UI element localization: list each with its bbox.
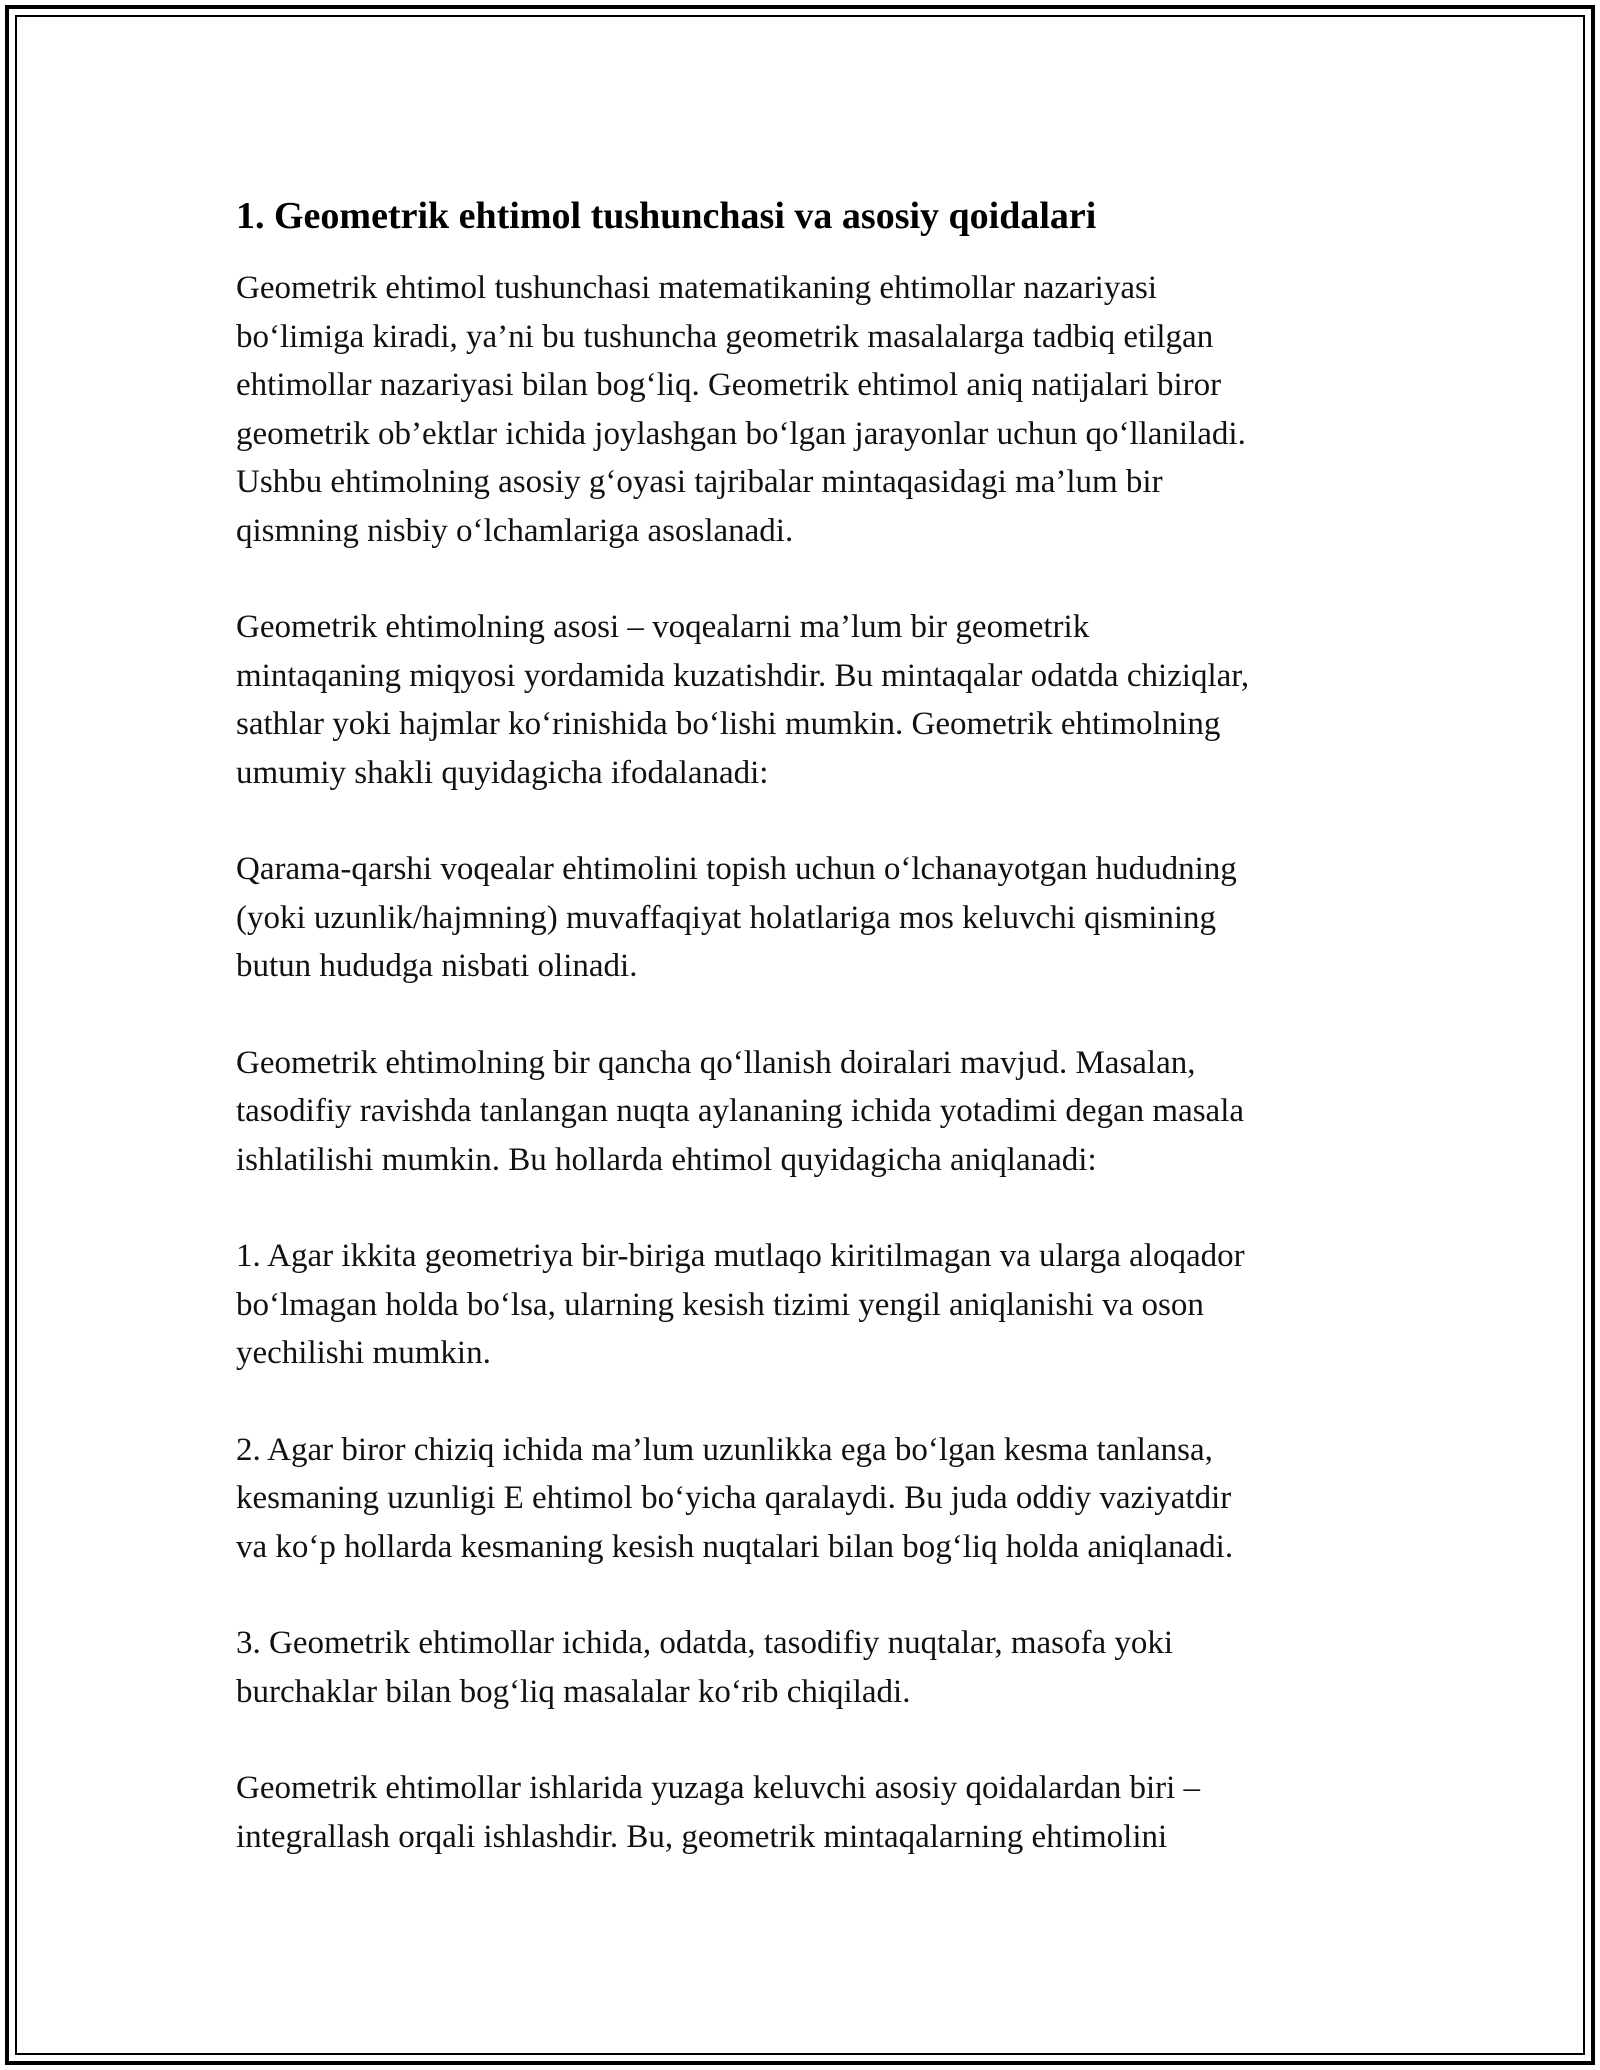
list-item-2: 2. Agar biror chiziq ichida ma’lum uzunlikka ega bo‘lgan kesma tanlansa, kesmaning uzunligi E ehtimol bo‘yicha qaralaydi. Bu juda oddiy vaziyatdir va ko‘p hollarda kesmaning kesish nuqtalari bilan bog‘liq holda aniqlanadi. bbox=[236, 1431, 1234, 1565]
list-item-3: 3. Geometrik ehtimollar ichida, odatda, tasodifiy nuqtalar, masofa yoki burchaklar bilan bog‘liq masalalar ko‘rib chiqiladi. bbox=[236, 1625, 1174, 1710]
document-body bbox=[236, 188, 1376, 1909]
paragraph-intro: Geometrik ehtimol tushunchasi matematikaning ehtimollar nazariyasi bo‘limiga kiradi, ya’ni bu tushuncha geometrik masalalarga tadbiq etilgan ehtimollar nazariyasi bilan bog‘liq. Geometrik ehtimol aniq natijalari biror geometrik ob’ektlar ichida joylashgan bo‘lgan jarayonlar uchun qo‘llaniladi. Ushbu ehtimolning asosiy g‘oyasi tajribalar mintaqasidagi ma’lum bir qismning nisbiy o‘lchamlariga asoslanadi. bbox=[236, 270, 1246, 549]
paragraph-basis: Geometrik ehtimolning asosi – voqealarni ma’lum bir geometrik mintaqaning miqyosi yordamida kuzatishdir. Bu mintaqalar odatda chiziqlar, sathlar yoki hajmlar ko‘rinishida bo‘lishi mumkin. Geometrik ehtimolning umumiy shakli quyidagicha ifodalanadi: bbox=[236, 609, 1250, 791]
paragraph-applications: Geometrik ehtimolning bir qancha qo‘llanish doiralari mavjud. Masalan, tasodifiy ravishda tanlangan nuqta aylananing ichida yotadimi degan masala ishlatilishi mumkin. Bu hollarda ehtimol quyidagicha aniqlanadi: bbox=[236, 1044, 1245, 1178]
paragraph-opposite-events: Qarama-qarshi voqealar ehtimolini topish uchun o‘lchanayotgan hududning (yoki uzunlik/hajmning) muvaffaqiyat holatlariga mos keluvchi qismining butun hududga nisbati olinadi. bbox=[236, 851, 1237, 984]
paragraph-integration: Geometrik ehtimollar ishlarida yuzaga keluvchi asosiy qoidalardan biri – integrallash orqali ishlashdir. Bu, geometrik mintaqalarning ehtimolini bbox=[236, 1770, 1201, 1855]
section-heading: 1. Geometrik ehtimol tushunchasi va asosiy qoidalari bbox=[236, 195, 1097, 237]
list-item-1: 1. Agar ikkita geometriya bir-biriga mutlaqo kiritilmagan va ularga aloqador bo‘lmagan holda bo‘lsa, ularning kesish tizimi yengil aniqlanishi va oson yechilishi mumkin. bbox=[236, 1238, 1245, 1371]
